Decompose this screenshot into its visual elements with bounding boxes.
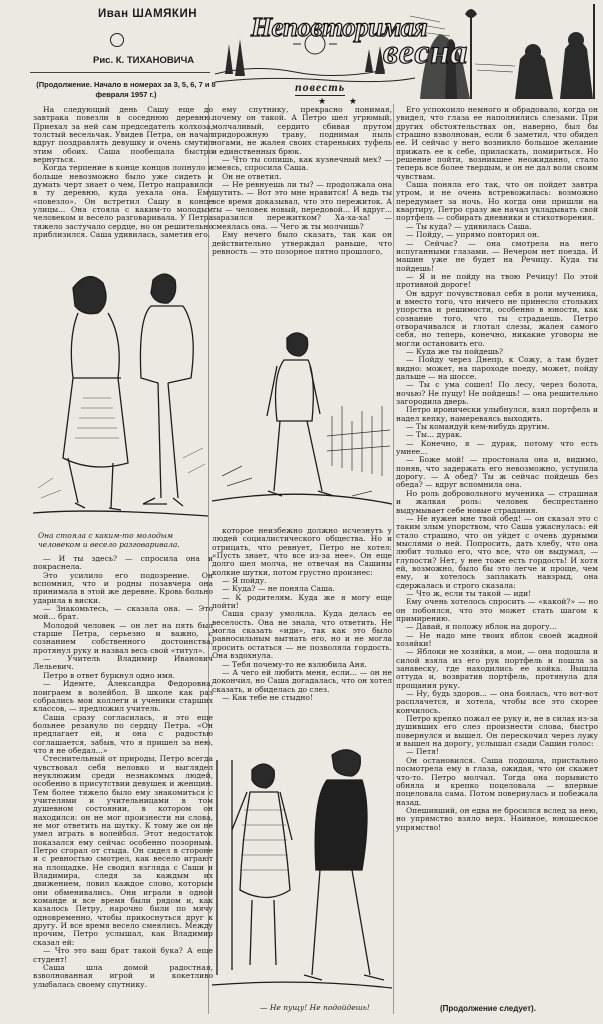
- paragraph: Петро крепко пожал ее руку и, не в силах из-за душивших его слез произнести слова, быстро повернулся и вышел. Он перескочил через лужу и вышел на дорогу, услышал сзади Сашин голос:: [396, 714, 598, 749]
- title-line-1: Неповторимая: [251, 12, 428, 42]
- paragraph: — Конечно, я — дурак, потому что есть умнее...: [396, 438, 598, 457]
- author-name: Иван ШАМЯКИН: [98, 8, 198, 20]
- stars-ornament: ★ ★: [318, 97, 367, 107]
- paragraph: — Я пойду.: [222, 576, 267, 586]
- paragraph: — Яблоки не хозяйки, а мои, — она подошла и силой взяла из его рук портфель и пошла за занавеску, где находились ее койка. Вышла оттуда и, возвратив портфель, протянула для прощания руку.: [396, 647, 598, 690]
- paragraph: — Петя!: [406, 747, 439, 757]
- paragraph: — Как тебе не стыдно!: [222, 692, 314, 702]
- paragraph: Петро иронически улыбнулся, взял портфель и надел кепку, намереваясь выходить.: [396, 405, 598, 423]
- column-1-bottom: [33, 555, 213, 1017]
- paragraph: Опешивший, он едва не бросился вслед за нею, но упрямство взяло верх. Наивное, юношеское упрямство!: [396, 805, 598, 832]
- paragraph: — Пойду, — упрямо повторил он.: [406, 230, 540, 240]
- paragraph: Саша поняла его так, что он пойдет завтра утром, и не очень встревожилась: возможно передумает за ночь. Но когда они пришли на квартиру, Петро сразу же начал укладывать свой портфель — собирать дневники и стихотворения.: [396, 180, 598, 223]
- paragraph: — Не ревнуешь ли ты? — продолжала она шутить. — Вот это мне нравится! А ведь ты все время доказывал, что это пережиток. А ты — человек новый, передовой... И вдруг... заразился пережитком? Ха-ха-ха! — смеялась она. — Чего ж ты молчишь?: [212, 180, 392, 231]
- continued-note: (Продолжение следует).: [440, 1004, 536, 1013]
- paragraph: Ему очень хотелось спросить — «какой?» — но он побоялся, что это может стать шагом к примирению.: [396, 597, 598, 623]
- paragraph: Ему нечего было сказать, так как он действительно утверждал раньше, что ревность — это позорное пятно прошлого,: [212, 230, 392, 256]
- column-1-top: [33, 106, 213, 256]
- illustration-caption: Она стояла с каким-то молодым человеком и весело разговаривала.: [38, 531, 180, 549]
- paragraph: На следующий день Сашу еще до завтрака повезли в соседнюю деревню. Приехал за ней сам председатель колхоза, толстый весельчак. Увидев Петра, он начал вдруг поздравлять девушку и очень смутил этим обоих. Саша пообещала быстро вернуться.: [33, 106, 213, 165]
- title-banner: [215, 4, 600, 99]
- paragraph: — Я и не пойду на твою Речицу! По этой противной дороге!: [396, 271, 598, 290]
- paragraph: — Не нужен мне твой обед! — он сказал это с таким злым упорством, что Саша ужаснулась: ей стало страшно, что он уйдет с очень дурными мыслями о ней. Попросить, дать хлебу, что она любит только его, что все, что он выдумал, — глупости? Нет, у нее тоже есть гордость! И хотя ей, возможно, было бы это легче и проще, чем ему, и хотелось заплакать навзрыд, она сдержалась и строго сказала:: [396, 513, 598, 590]
- paragraph: Его успокоило немного и обрадовало, когда он увидел, что глаза ее наполнились слезами. При других обстоятельствах он, наверно, был бы страшно взволнован, если б заметил, что обидел ее. И сейчас у него возникло большое желание прижать ее к себе, приласкать, помириться. Но решение пойти, возникшее неожиданно, стало теперь все более твердым, и он не дал воли своим чувствам.: [396, 106, 598, 181]
- paragraph: — Ты командуй кем-нибудь другим.: [406, 422, 550, 432]
- paragraph: — И ты здесь? — спросила она и покраснела.: [33, 555, 213, 572]
- paragraph: — Ну, будь здоров... — она боялась, что вот-вот расплачется, и хотела, чтобы все это скорее кончилось.: [396, 689, 598, 715]
- paragraph: — Сейчас? — она смотрела на него испуганными глазами. — Вечером нет поезда. И машин уже не будет на Речицу. Куда ты пойдешь!: [396, 238, 598, 273]
- paragraph: — Что ж, если ты такой — иди!: [406, 588, 532, 598]
- paragraph: ему спутнику, прекрасно понимая, почему он такой. А Петро шел угрюмый, молчаливый, сердито сбивая прутом придорожную траву, поднимая пыль ногами, не жалея своих стареньких туфель и единственных брюк.: [212, 106, 392, 156]
- paragraph: — Идемте, Александра Федоровна, поиграем в волейбол. В школе как раз собрались мои коллеги и ученики старших классов, — предложил учитель.: [33, 679, 213, 714]
- paragraph: — Тебя почему-то не взлюбила Аня.: [222, 659, 367, 669]
- paragraph: Саша шла домой радостная, взволнованная игрой и кокетливо улыбалась своему спутнику.: [33, 962, 213, 989]
- illustration-walking-man: [212, 326, 392, 521]
- paragraph: Когда терпение в конце концов лопнуло и больше невозможно было уже сидеть и думать черт знает о чем, Петро направился в ту деревню, куда уехала она. Ему «повезло». Он встретил Сашу в конце улицы... Она стояла с каким-то молодым человеком и весело разговаривала. У Петра тяжело застучало сердце, но он решительно приблизился. Саша удивилась, заметив его.: [33, 163, 213, 240]
- column-3: [396, 106, 598, 996]
- illustration-doorway: [212, 740, 392, 1000]
- header-rule: [30, 72, 210, 73]
- genre-label: повесть: [295, 80, 346, 94]
- circle-ornament: [110, 33, 124, 47]
- paragraph: — Куда? — не поняла Саша.: [222, 584, 335, 594]
- paragraph: Петро в ответ буркнул одно имя.: [43, 670, 176, 680]
- paragraph: — Ты... дурак.: [406, 430, 463, 440]
- illustration-caption: — Не пущу! Не подойдешь!: [260, 1003, 370, 1012]
- paragraph: Саша сразу умолкла. Куда делась ее веселость. Она не знала, что ответить. Не могла сказать «иди», так как это было равносильным выгнать его, но и не могла просить остаться — не позволяла гордость. Она вздохнула.: [212, 609, 392, 661]
- paragraph: — Что ты сопишь, как кузнечный мех? — смеясь, спросила Саша.: [212, 155, 392, 173]
- column-2-top: [212, 106, 392, 324]
- paragraph: Он вдруг почувствовал себя в роли мученика, и вместо того, что ничего не принесло стольких упорства и решимости, особенно в юности, как сознание того, что ты страдаешь. Петро отворачивался и глотал слезы, жалея самого себя, но теперь, конечно, никакие уговоры не могли остановить его.: [396, 288, 598, 348]
- paragraph: — Учитель Владимир Иванович Лельевич.: [33, 654, 213, 672]
- paragraph: которое неизбежно должно исчезнуть у людей социалистического общества. Но и отрицать, что ревнует, Петро не хотел: «Пусть знает, что все из-за нее». Он еще долго шел молча, не отвечая на Сашины колкие шутки, потом грустно произнес:: [212, 527, 392, 577]
- paragraph: — Куда же ты пойдешь?: [406, 346, 504, 356]
- paragraph: — Пойду через Днепр, к Сожу, а там будет видно: может, на пароходе поеду, может, пойду дальше — на шоссе.: [396, 355, 598, 381]
- paragraph: — Ты куда? — удивилась Саша.: [406, 221, 532, 231]
- paragraph: — А чего ей любить меня, если... — он не докончил, но Саша догадалась, что он хотел сказать, и обиделась до слез.: [212, 667, 392, 694]
- paragraph: Это усилило его подозрение. Он вспомнил, что и родны позавчера она принимала в этой же деревне. Кровь больно ударила в виски.: [33, 570, 213, 605]
- paragraph: — Что это ваш брат такой бука? А еще студент!: [33, 946, 213, 964]
- paragraph: Саша сразу согласилась, и это еще больнее резануло по сердцу Петра. «Он предлагает ей, и она с радостью соглашается, забыв, что я пришел за нею, что я не обедал...»: [33, 712, 213, 755]
- illustration-couple: [33, 258, 208, 528]
- title-line-2: весна: [383, 34, 469, 71]
- illustrator-credit: Рис. К. ТИХАНОВИЧА: [93, 55, 195, 66]
- paragraph: — Знакомьтесь, — сказала она. — Это мой... брат.: [33, 604, 213, 622]
- paragraph: — Давай, я положу яблок на дорогу...: [406, 622, 557, 632]
- paragraph: — Не надо мне твоих яблок своей жадной хозяйки!: [396, 630, 598, 648]
- continuation-note: (Продолжение. Начало в номерах за 3, 5, 6, 7 и 8 февраля 1957 г.): [36, 80, 216, 99]
- paragraph: — Ты с ума сошел! По лесу, через болота, ночью? Не пущу! Не пойдешь! — она решительно загородила дверь.: [396, 380, 598, 407]
- column-2-bottom: [212, 527, 392, 735]
- column-rule: [393, 104, 394, 1014]
- paragraph: — К родителям. Куда же я могу еще пойти!: [212, 592, 392, 611]
- paragraph: Он остановился. Саша подошла, пристально посмотрела ему в глаза, ожидая, что он скажет что-то. Петро молчал. Тогда она порывисто обняла и крепко поцеловала — впервые поцеловала сама. Потом повернулась и побежала назад.: [396, 755, 598, 807]
- paragraph: Он не ответил.: [222, 171, 282, 181]
- paragraph: — Боже мой! — простонала она и, видимо, поняв, что задержать его невозможно, уступила дорогу. — А обед? Ты ж сейчас пойдешь без обеда? — вдруг вспомнила она.: [396, 455, 598, 490]
- paragraph: Стеснительный от природы, Петро всегда чувствовал себя неловко и выглядел неуклюжим среди незнакомых людей, особенно в присутствии девушек и женщин. Тем более тяжело было ему знакомиться с учителями и учительницами в том душевном состоянии, в котором он находился: он не мог произнести ни слова, не мог ответить на шутку. К тому же он не умел играть в волейбол. Этот недостаток показался ему сейчас особенно позорным. Петро сгорал от стыда. Он сидел в стороне и с ревностью смотрел, как весело играют на площадке. Не сводил взгляда с Саши и Владимира, следя за каждым их движением, ловил каждое слово, которым они обменивались. Они играли в одной команде и все время были рядом и, как казалось Петру, нарочно били по мячу одновременно, чтобы прикоснуться друг к другу. И все время весело смеялись. Между прочим, Петро услышал, как Владимир сказал ей:: [33, 754, 213, 947]
- paragraph: Молодой человек — он лет на пять был старше Петра, серьезно и важно, с сознанием собственного достоинства, протянул руку и назвал весь свой «титул».: [33, 620, 213, 655]
- paragraph: Но роль добровольного мученика — страшная и жалкая роль: человек беспрестанно выдумывает себе новые страдания.: [396, 488, 598, 515]
